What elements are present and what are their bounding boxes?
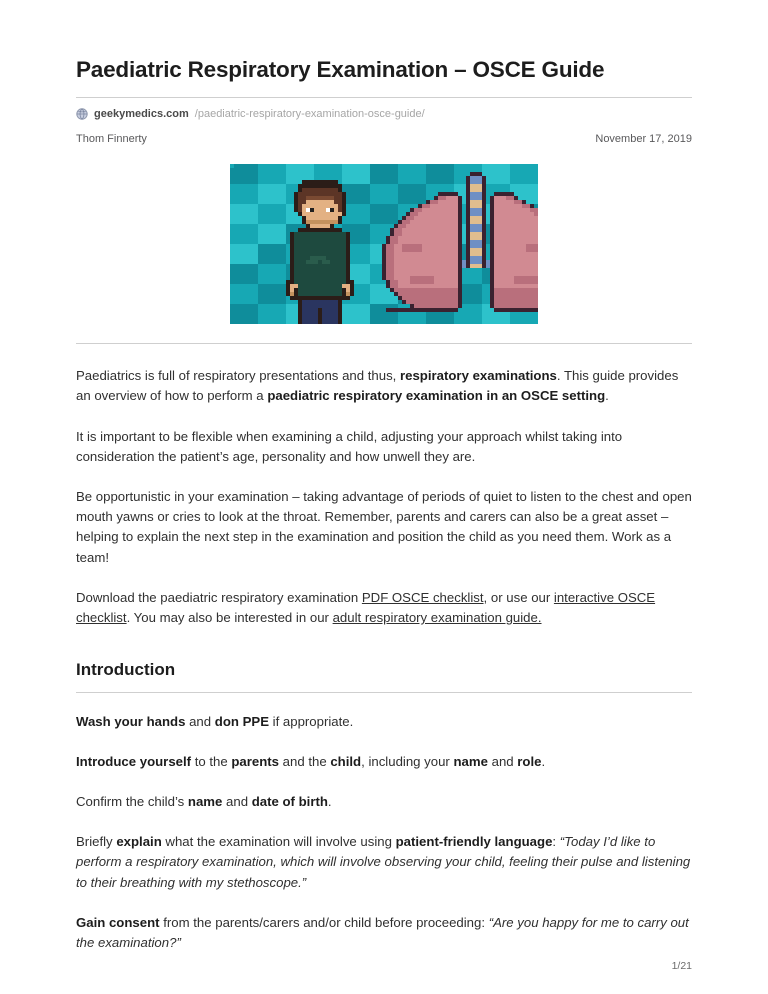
publish-date: November 17, 2019 — [595, 133, 692, 146]
bold-text: name — [453, 753, 488, 769]
body-text: . You may also be interested in our — [126, 609, 333, 625]
section-0-paragraph-4 — [76, 913, 692, 953]
document-sections — [76, 660, 692, 953]
body-text: if appropriate. — [268, 713, 354, 729]
body-text: to the — [191, 753, 232, 769]
body-text: , including your — [361, 753, 454, 769]
bold-text: date of birth — [251, 793, 328, 809]
body-text: It is important to be flexible when examining a child, adjusting your approach whilst taking into consideration the patient’s age, personality and how unwell they are. — [76, 428, 623, 464]
body-text: and — [185, 713, 215, 729]
body-text: . — [327, 793, 332, 809]
bold-text: Wash your hands — [76, 713, 186, 729]
inline-link[interactable]: PDF OSCE checklist — [361, 589, 484, 605]
bold-text: explain — [116, 834, 162, 850]
body-text: and the — [279, 753, 331, 769]
section-0-paragraph-0 — [76, 712, 692, 732]
bold-text: paediatric respiratory examination in an OSCE setting — [267, 388, 606, 404]
section-0-paragraph-2 — [76, 792, 692, 812]
page-number: 1/21 — [671, 960, 692, 972]
section-0-paragraph-1 — [76, 752, 692, 772]
page-title: Paediatric Respiratory Examination – OSCE Guide — [76, 57, 605, 82]
body-text: and — [222, 793, 252, 809]
section-heading: Introduction — [76, 660, 176, 680]
body-text: from the parents/carers and/or child before proceeding: — [159, 914, 489, 930]
quoted-italic-text: “Today I’d like to perform a respiratory examination, which will involve observing your child, feeling their pulse and listening to their breathing with my stethoscope.” — [76, 834, 691, 890]
hero-pixel-canvas — [230, 164, 234, 168]
source-domain: geekymedics.com — [94, 108, 189, 120]
quoted-italic-text: “Are you happy for me to carry out the examination?” — [76, 914, 689, 950]
source-url-line — [76, 107, 692, 121]
body-text: . — [541, 753, 546, 769]
body-text: and — [487, 753, 518, 769]
section-0-paragraph-3 — [76, 832, 692, 893]
inline-link[interactable]: interactive OSCE checklist — [76, 589, 656, 625]
byline — [76, 133, 692, 145]
bold-text: Introduce yourself — [76, 753, 192, 769]
body-text: what the examination will involve using — [161, 834, 396, 850]
bold-text: child — [330, 753, 362, 769]
bold-text: parents — [231, 753, 280, 769]
source-path: /paediatric-respiratory-examination-osce-guide/ — [194, 108, 425, 120]
hero-divider — [76, 343, 692, 344]
body-text: Briefly — [76, 834, 117, 850]
body-text: Confirm the child’s — [76, 793, 188, 809]
body-text: . This guide provides an overview of how to perform a — [76, 368, 679, 404]
body-text: : — [552, 834, 560, 850]
bold-text: patient-friendly language — [395, 834, 553, 850]
globe-icon — [76, 108, 88, 120]
inline-link[interactable]: adult respiratory examination guide. — [332, 609, 542, 625]
bold-text: respiratory examinations — [400, 368, 557, 384]
body-text: . — [605, 388, 609, 404]
intro-body-copy — [76, 366, 692, 628]
body-text: Paediatrics is full of respiratory presentations and thus, — [76, 368, 400, 384]
intro-paragraph-0 — [76, 366, 692, 406]
body-text: , or use our — [483, 589, 554, 605]
title-divider — [76, 97, 692, 98]
author-name: Thom Finnerty — [76, 133, 147, 146]
bold-text: Gain consent — [76, 914, 160, 930]
bold-text: name — [187, 793, 223, 809]
hero-image-wrapper — [76, 164, 692, 324]
bold-text: role — [517, 753, 542, 769]
body-text: Download the paediatric respiratory examination — [76, 589, 362, 605]
body-text: Be opportunistic in your examination – taking advantage of periods of quiet to listen to the chest and open mouth yawns or cries to look at the throat. Remember, parents and carers can also be a great asset – helping to explain the next step in the examination and position the child as you need them. Work as a team! — [76, 489, 692, 565]
intro-paragraph-2 — [76, 487, 692, 568]
intro-paragraph-3 — [76, 588, 692, 628]
bold-text: don PPE — [214, 713, 269, 729]
intro-paragraph-1 — [76, 427, 692, 467]
section-divider — [76, 692, 692, 693]
hero-pixel-illustration — [230, 164, 538, 324]
